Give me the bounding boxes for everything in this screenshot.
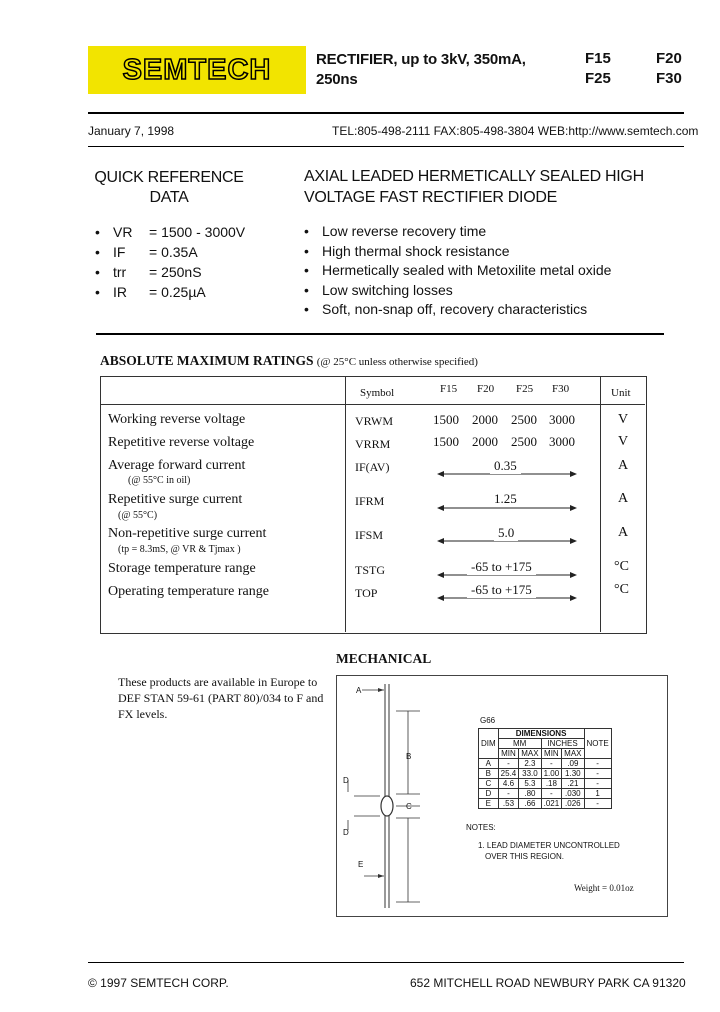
- dim-label: C: [406, 802, 412, 811]
- dim-cell: .026: [562, 799, 584, 809]
- diode-outline-drawing: [340, 680, 450, 910]
- dim-cell: 1.30: [562, 769, 584, 779]
- param-note: (@ 55°C): [118, 510, 158, 521]
- note-text: 1. LEAD DIAMETER UNCONTROLLED: [478, 841, 620, 850]
- feature-item: • Soft, non-snap off, recovery characteristics: [304, 300, 611, 320]
- feature-text: Low switching losses: [322, 281, 453, 298]
- dim-cell: -: [498, 759, 519, 769]
- footer-divider: [88, 962, 684, 963]
- param-symbol: VRRM: [355, 437, 391, 451]
- dim-label: D: [343, 828, 349, 837]
- section-divider: [96, 333, 664, 335]
- spec-item: • trr = 250nS: [95, 264, 202, 280]
- param-value: 1500: [433, 434, 459, 449]
- dim-cell: .53: [498, 799, 519, 809]
- param-symbol: IFRM: [355, 494, 385, 508]
- part-number: F15: [585, 50, 611, 67]
- dim-header-row: [479, 729, 612, 739]
- dim-col-mm: MM: [498, 739, 541, 749]
- feature-text: Soft, non-snap off, recovery characteristics: [322, 301, 588, 317]
- param-name: Average forward current: [108, 458, 246, 473]
- param-symbol: IF(AV): [355, 460, 390, 474]
- product-heading: [304, 166, 644, 208]
- dim-cell: .21: [562, 779, 584, 789]
- param-symbol: TSTG: [355, 563, 385, 577]
- dim-col-inches: INCHES: [541, 739, 584, 749]
- quick-reference-line: DATA: [149, 189, 189, 206]
- feature-list: [304, 222, 611, 320]
- dim-cell: 33.0: [519, 769, 541, 779]
- dim-cell: 1.00: [541, 769, 562, 779]
- param-unit: V: [618, 412, 629, 427]
- part-number: F25: [585, 70, 611, 87]
- param-unit: V: [618, 434, 629, 449]
- ratings-title: [100, 353, 478, 369]
- param-common-value: 0.35: [490, 458, 521, 474]
- dim-cell: -: [541, 789, 562, 799]
- dim-col-max: MAX: [562, 749, 584, 759]
- quick-reference-title: [94, 168, 244, 208]
- dim-cell: 5.3: [519, 779, 541, 789]
- spec-value: = 250nS: [149, 264, 202, 280]
- param-unit: A: [618, 491, 629, 506]
- dim-label: B: [406, 752, 412, 761]
- notes-title: NOTES:: [466, 823, 496, 832]
- quick-reference-line: QUICK REFERENCE: [94, 169, 244, 186]
- spec-item: • IF = 0.35A: [95, 244, 198, 260]
- title-line-1: RECTIFIER, up to 3kV, 350mA,: [316, 51, 526, 68]
- dim-cell: 25.4: [498, 769, 519, 779]
- spec-value: = 0.25µA: [149, 284, 206, 300]
- dim-cell: -: [541, 759, 562, 769]
- dim-cell: -: [498, 789, 519, 799]
- document-title: [316, 50, 526, 90]
- dim-cell: D: [479, 789, 499, 799]
- ratings-heading: ABSOLUTE MAXIMUM RATINGS: [100, 353, 314, 368]
- col-part: F15: [440, 383, 458, 395]
- col-symbol: Symbol: [360, 387, 395, 399]
- spec-symbol: IR: [113, 284, 127, 300]
- heading-line: VOLTAGE FAST RECTIFIER DIODE: [304, 189, 557, 206]
- param-unit: °C: [614, 582, 629, 597]
- param-name: Non-repetitive surge current: [108, 526, 267, 541]
- col-part: F20: [477, 383, 495, 395]
- param-common-value: 5.0: [494, 525, 518, 541]
- part-number: F30: [656, 70, 682, 87]
- param-note: (@ 55°C in oil): [128, 475, 191, 486]
- param-unit: A: [618, 525, 629, 540]
- dim-row: [479, 769, 612, 779]
- spec-item: • VR = 1500 - 3000V: [95, 224, 246, 240]
- dim-cell: B: [479, 769, 499, 779]
- dim-col-max: MAX: [519, 749, 541, 759]
- spec-symbol: trr: [113, 264, 127, 280]
- quick-reference-list: [95, 222, 245, 302]
- dim-cell: .030: [562, 789, 584, 799]
- dim-cell: 1: [584, 789, 611, 799]
- dim-cell: .80: [519, 789, 541, 799]
- note-text: OVER THIS REGION.: [485, 852, 564, 861]
- dim-cell: 4.6: [498, 779, 519, 789]
- availability-note: These products are available in Europe to DEF STAN 59-61 (PART 80)/034 to F and FX levels.: [118, 675, 324, 721]
- feature-item: • High thermal shock resistance: [304, 242, 611, 262]
- ratings-column-rule: [345, 376, 346, 632]
- param-name: Working reverse voltage: [108, 412, 246, 427]
- param-value: 3000: [549, 412, 575, 427]
- dim-cell: 2.3: [519, 759, 541, 769]
- package-code: G66: [480, 716, 496, 725]
- param-value: 2000: [472, 434, 498, 449]
- dim-col-label: DIM: [479, 729, 499, 759]
- param-common-value: 1.25: [490, 491, 521, 507]
- heading-line: AXIAL LEADED HERMETICALLY SEALED HIGH: [304, 168, 644, 185]
- ratings-condition: (@ 25°C unless otherwise specified): [316, 356, 478, 368]
- dim-cell: .66: [519, 799, 541, 809]
- dim-cell: .021: [541, 799, 562, 809]
- param-value: 3000: [549, 434, 575, 449]
- dim-cell: E: [479, 799, 499, 809]
- dim-cell: A: [479, 759, 499, 769]
- logo-text: SEMTECH: [122, 53, 272, 86]
- dim-row: [479, 799, 612, 809]
- weight-label: Weight = 0.01oz: [574, 883, 634, 893]
- feature-item: • Low switching losses: [304, 281, 611, 301]
- dim-label: D: [343, 776, 349, 785]
- dim-cell: .09: [562, 759, 584, 769]
- param-name: Operating temperature range: [108, 584, 269, 599]
- spec-symbol: VR: [113, 224, 133, 240]
- param-value: 2500: [511, 434, 537, 449]
- dim-cell: C: [479, 779, 499, 789]
- dim-label: A: [356, 686, 362, 695]
- copyright: © 1997 SEMTECH CORP.: [88, 976, 229, 990]
- dim-cell: -: [584, 769, 611, 779]
- feature-text: High thermal shock resistance: [322, 242, 510, 259]
- feature-item: • Hermetically sealed with Metoxilite metal oxide: [304, 261, 611, 281]
- company-address: 652 MITCHELL ROAD NEWBURY PARK CA 91320: [410, 976, 686, 990]
- header-divider: [88, 146, 684, 147]
- param-value: 1500: [433, 412, 459, 427]
- param-common-value: -65 to +175: [467, 559, 536, 575]
- param-value: 2500: [511, 412, 537, 427]
- param-symbol: VRWM: [355, 414, 394, 428]
- dim-col-min: MIN: [498, 749, 519, 759]
- ratings-header-rule: [100, 404, 645, 405]
- feature-text: Low reverse recovery time: [322, 223, 487, 239]
- param-unit: °C: [614, 559, 629, 574]
- dim-cell: .18: [541, 779, 562, 789]
- col-unit: Unit: [611, 387, 631, 399]
- ratings-column-rule: [600, 376, 601, 632]
- param-unit: A: [618, 458, 629, 473]
- header-divider: [88, 112, 684, 114]
- dim-cell: -: [584, 779, 611, 789]
- param-note: (tp = 8.3mS, @ VR & Tjmax ): [118, 544, 241, 555]
- dim-title: DIMENSIONS: [498, 729, 584, 739]
- dim-col-note: NOTE: [584, 729, 611, 759]
- param-common-value: -65 to +175: [467, 582, 536, 598]
- dim-row: [479, 779, 612, 789]
- dim-col-min: MIN: [541, 749, 562, 759]
- dim-cell: -: [584, 799, 611, 809]
- spec-value: = 0.35A: [149, 244, 198, 260]
- param-name: Repetitive reverse voltage: [108, 435, 255, 450]
- feature-text: Hermetically sealed with Metoxilite metal oxide: [322, 262, 612, 278]
- param-symbol: TOP: [355, 586, 378, 600]
- dim-row: [479, 759, 612, 769]
- dim-label: E: [358, 860, 364, 869]
- dim-row: [479, 789, 612, 799]
- spec-symbol: IF: [113, 244, 126, 260]
- mechanical-title: MECHANICAL: [336, 651, 432, 666]
- col-part: F25: [516, 383, 534, 395]
- spec-item: • IR = 0.25µA: [95, 284, 206, 300]
- feature-item: • Low reverse recovery time: [304, 222, 611, 242]
- spec-value: = 1500 - 3000V: [149, 224, 246, 240]
- issue-date: January 7, 1998: [88, 124, 175, 138]
- contact-info: TEL:805-498-2111 FAX:805-498-3804 WEB:http://www.semtech.com: [332, 124, 699, 138]
- semtech-logo: [88, 46, 306, 94]
- param-name: Storage temperature range: [108, 561, 256, 576]
- title-line-2: 250ns: [316, 71, 358, 88]
- col-part: F30: [552, 383, 570, 395]
- param-name: Repetitive surge current: [108, 492, 243, 507]
- param-value: 2000: [472, 412, 498, 427]
- param-symbol: IFSM: [355, 528, 384, 542]
- dim-cell: -: [584, 759, 611, 769]
- part-number: F20: [656, 50, 682, 67]
- dimensions-table: [478, 728, 612, 809]
